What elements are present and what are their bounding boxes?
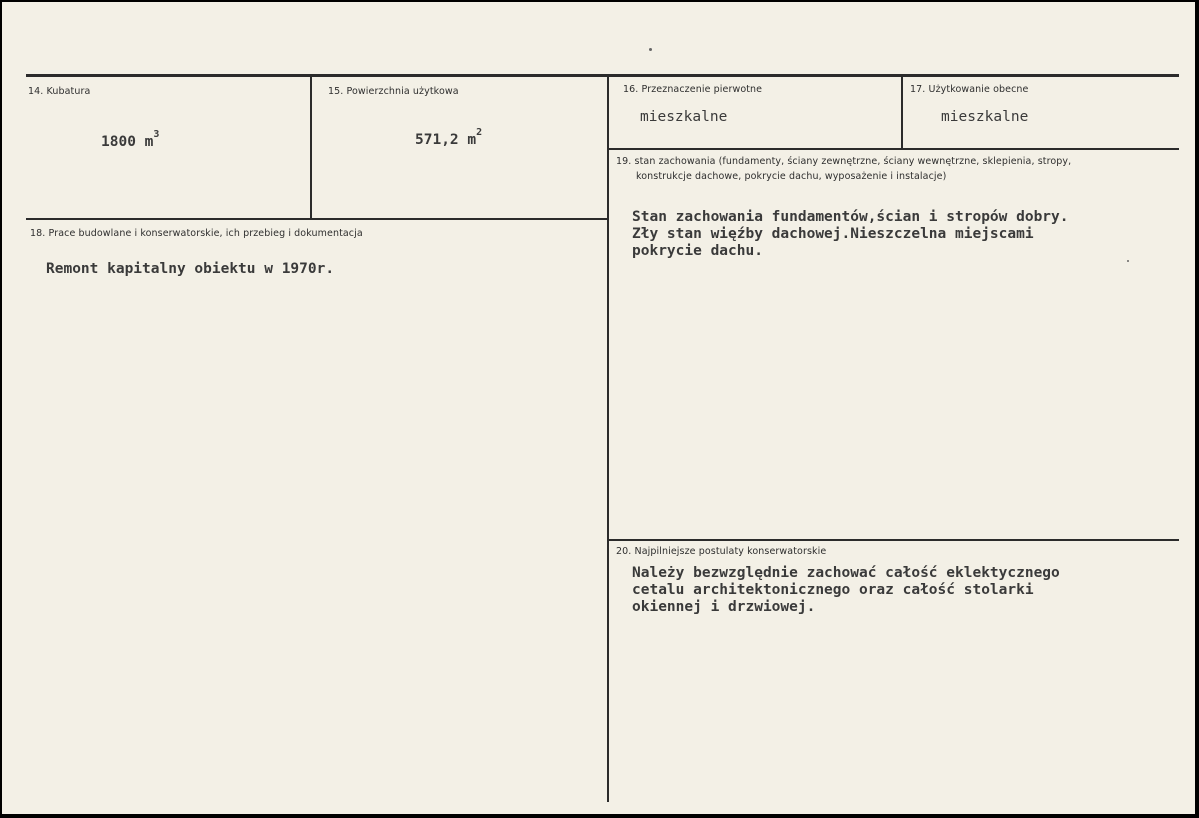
field-14-number: 1800 m xyxy=(101,133,154,150)
center-divider xyxy=(607,77,609,802)
rule-14-15-bottom xyxy=(26,218,607,220)
field-15-number: 571,2 m xyxy=(415,131,477,148)
field-15-unit-exponent: 2 xyxy=(476,127,483,138)
rule-16-17-bottom xyxy=(609,148,1179,150)
divider-14-15 xyxy=(310,77,312,220)
field-19-line-3: pokrycie dachu. xyxy=(632,243,763,259)
field-19-line-2: Zły stan więźby dachowej.Nieszczelna miejscami xyxy=(632,226,1034,242)
field-19-label-line-1: 19. stan zachowania (fundamenty, ściany zewnętrzne, ściany wewnętrzne, sklepienia, stropy, xyxy=(616,156,1072,167)
divider-16-17 xyxy=(901,77,903,149)
field-14-value xyxy=(101,129,159,151)
field-15-label: 15. Powierzchnia użytkowa xyxy=(328,86,459,97)
field-16-value: mieszkalne xyxy=(640,109,728,125)
field-14-label: 14. Kubatura xyxy=(28,86,91,97)
field-18-value: Remont kapitalny obiektu w 1970r. xyxy=(46,261,335,277)
record-card xyxy=(2,2,1195,814)
field-20-label: 20. Najpilniejsze postulaty konserwatorskie xyxy=(616,546,827,557)
field-16-label: 16. Przeznaczenie pierwotne xyxy=(623,84,763,95)
rule-19-bottom xyxy=(609,539,1179,541)
paper-speck xyxy=(649,48,652,51)
field-20-line-1: Należy bezwzględnie zachować całość eklektycznego xyxy=(632,565,1060,581)
field-17-value: mieszkalne xyxy=(941,109,1029,125)
field-19-label-line-2: konstrukcje dachowe, pokrycie dachu, wyposażenie i instalacje) xyxy=(636,171,947,182)
field-20-line-2: cetalu architektonicznego oraz całość stolarki xyxy=(632,582,1034,598)
field-19-line-1: Stan zachowania fundamentów,ścian i stropów dobry. xyxy=(632,209,1069,225)
field-15-value xyxy=(415,127,482,149)
field-14-unit-exponent: 3 xyxy=(153,129,160,140)
paper-speck xyxy=(1127,260,1129,262)
top-rule xyxy=(26,74,1179,77)
field-17-label: 17. Użytkowanie obecne xyxy=(910,84,1029,95)
field-20-line-3: okiennej i drzwiowej. xyxy=(632,599,816,615)
field-18-label: 18. Prace budowlane i konserwatorskie, ich przebieg i dokumentacja xyxy=(30,228,363,239)
